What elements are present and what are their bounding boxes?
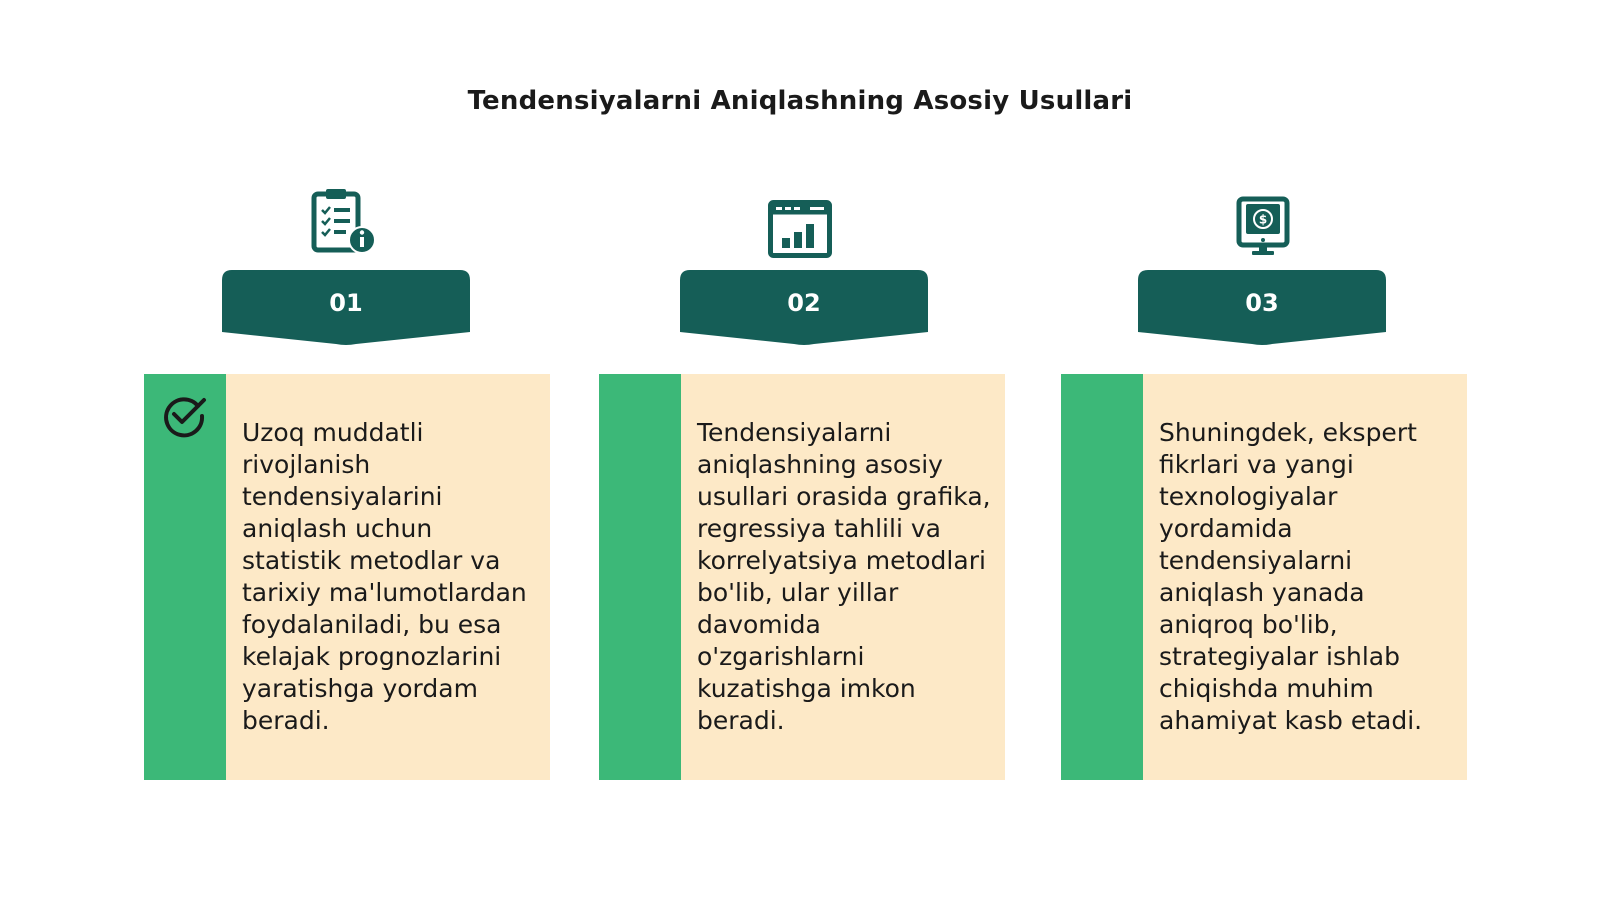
step-number: 01 (329, 289, 363, 317)
monitor-dollar-icon (1236, 196, 1290, 258)
card-body (226, 374, 550, 780)
step-card (144, 374, 550, 780)
step-description: Tendensiyalarni aniqlashning asosiy usullari orasida grafika, regressiya tahlili va korrelyatsiya metodlari bo'lib, ular yillar davomida o'zgarishlarni kuzatishga imkon beradi. (697, 418, 991, 735)
card-body (681, 374, 1005, 780)
check-circle-icon (162, 394, 208, 442)
step-number: 03 (1245, 289, 1279, 317)
step-card (599, 374, 1005, 780)
step-description: Uzoq muddatli rivojlanish tendensiyalarini aniqlash uchun statistik metodlar va tarixiy ma'lumotlardan foydalaniladi, bu esa kelajak prognozlarini yaratishga yordam beradi. (242, 418, 527, 735)
step-card (1061, 374, 1467, 780)
clipboard-checklist-info-icon (310, 188, 378, 256)
card-accent-bar (1061, 374, 1143, 780)
page-title: Tendensiyalarni Aniqlashning Asosiy Usullari (467, 86, 1133, 116)
step-number-tab (222, 270, 470, 348)
step-description: Shuningdek, ekspert fikrlari va yangi texnologiyalar yordamida tendensiyalarni aniqlash yanada aniqroq bo'lib, strategiyalar ishlab chiqishda muhim ahamiyat kasb etadi. (1159, 418, 1423, 735)
step-number: 02 (787, 289, 821, 317)
card-body (1143, 374, 1467, 780)
step-number-tab (680, 270, 928, 348)
card-accent-bar (144, 374, 226, 780)
svg-text:$: $ (1258, 212, 1268, 227)
card-accent-bar (599, 374, 681, 780)
bar-chart-window-icon (768, 200, 832, 258)
step-number-tab (1138, 270, 1386, 348)
